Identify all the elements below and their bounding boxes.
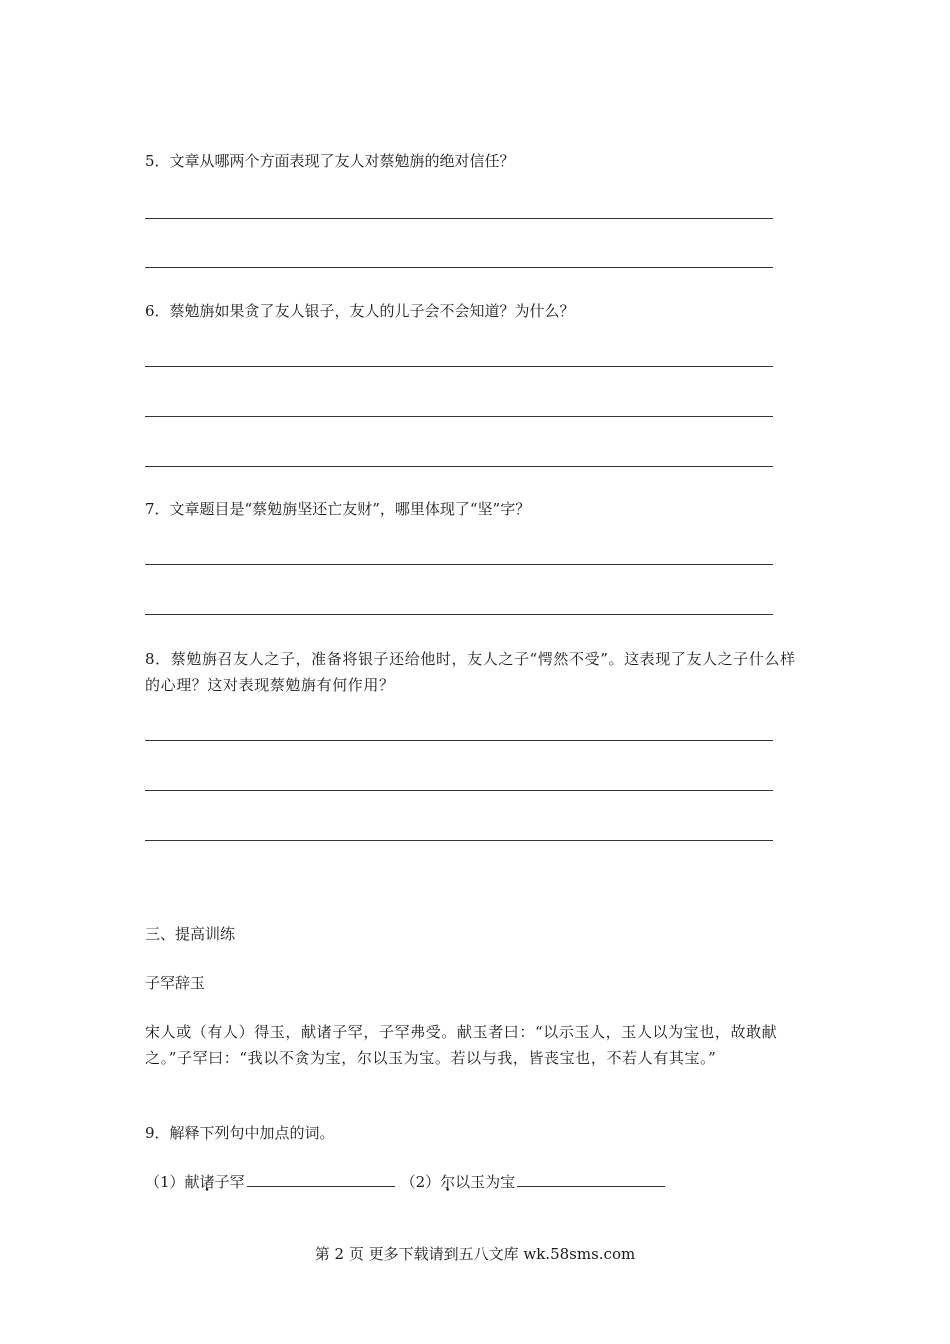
question-7: 7．文章题目是“蔡勉旃坚还亡友财”，哪里体现了“坚”字？ (145, 500, 531, 518)
item-1-label: （1） (145, 1173, 185, 1191)
item-2-label: （2） (400, 1173, 441, 1191)
question-6: 6．蔡勉旃如果贪了友人银子，友人的儿子会不会知道？为什么？ (145, 302, 575, 320)
page-footer: 第 2 页 更多下载请到五八文库 wk.58sms.com (314, 1245, 636, 1263)
answer-line[interactable] (145, 466, 773, 467)
answer-line[interactable] (145, 740, 773, 741)
question-9-items (145, 1168, 665, 1195)
answer-line[interactable] (145, 218, 773, 219)
question-9: 9．解释下列句中加点的词。 (145, 1124, 335, 1142)
passage-text: 宋人或（有人）得玉，献诸子罕，子罕弗受。献玉者曰：“以示玉人，玉人以为宝也，故敢献之。”子罕曰：“我以不贪为宝，尔以玉为宝。若以与我，皆丧宝也，不若人有其宝。” (145, 1023, 778, 1067)
answer-line[interactable] (145, 840, 773, 841)
section-heading: 三、提高训练 (145, 925, 236, 943)
answer-line[interactable] (145, 366, 773, 367)
item-2-blank[interactable] (517, 1168, 665, 1187)
item-1-pre: 献 (184, 1173, 200, 1191)
item-2-dotted-word: 尔 (440, 1173, 456, 1191)
item-2-post: 以玉为宝 (455, 1173, 516, 1191)
answer-line[interactable] (145, 614, 773, 615)
question-5: 5．文章从哪两个方面表现了友人对蔡勉旃的绝对信任？ (145, 152, 515, 170)
answer-line[interactable] (145, 267, 773, 268)
passage-title: 子罕辞玉 (145, 974, 206, 992)
answer-line[interactable] (145, 790, 773, 791)
item-1-dotted-word: 诸 (199, 1173, 215, 1191)
answer-line[interactable] (145, 416, 773, 417)
answer-line[interactable] (145, 564, 773, 565)
question-8: 8．蔡勉旃召友人之子，准备将银子还给他时，友人之子“愕然不受”。这表现了友人之子什么样的心理？这对表现蔡勉旃有何作用？ (145, 650, 796, 694)
item-1-post: 子罕 (214, 1173, 245, 1191)
item-1-blank[interactable] (247, 1168, 395, 1187)
